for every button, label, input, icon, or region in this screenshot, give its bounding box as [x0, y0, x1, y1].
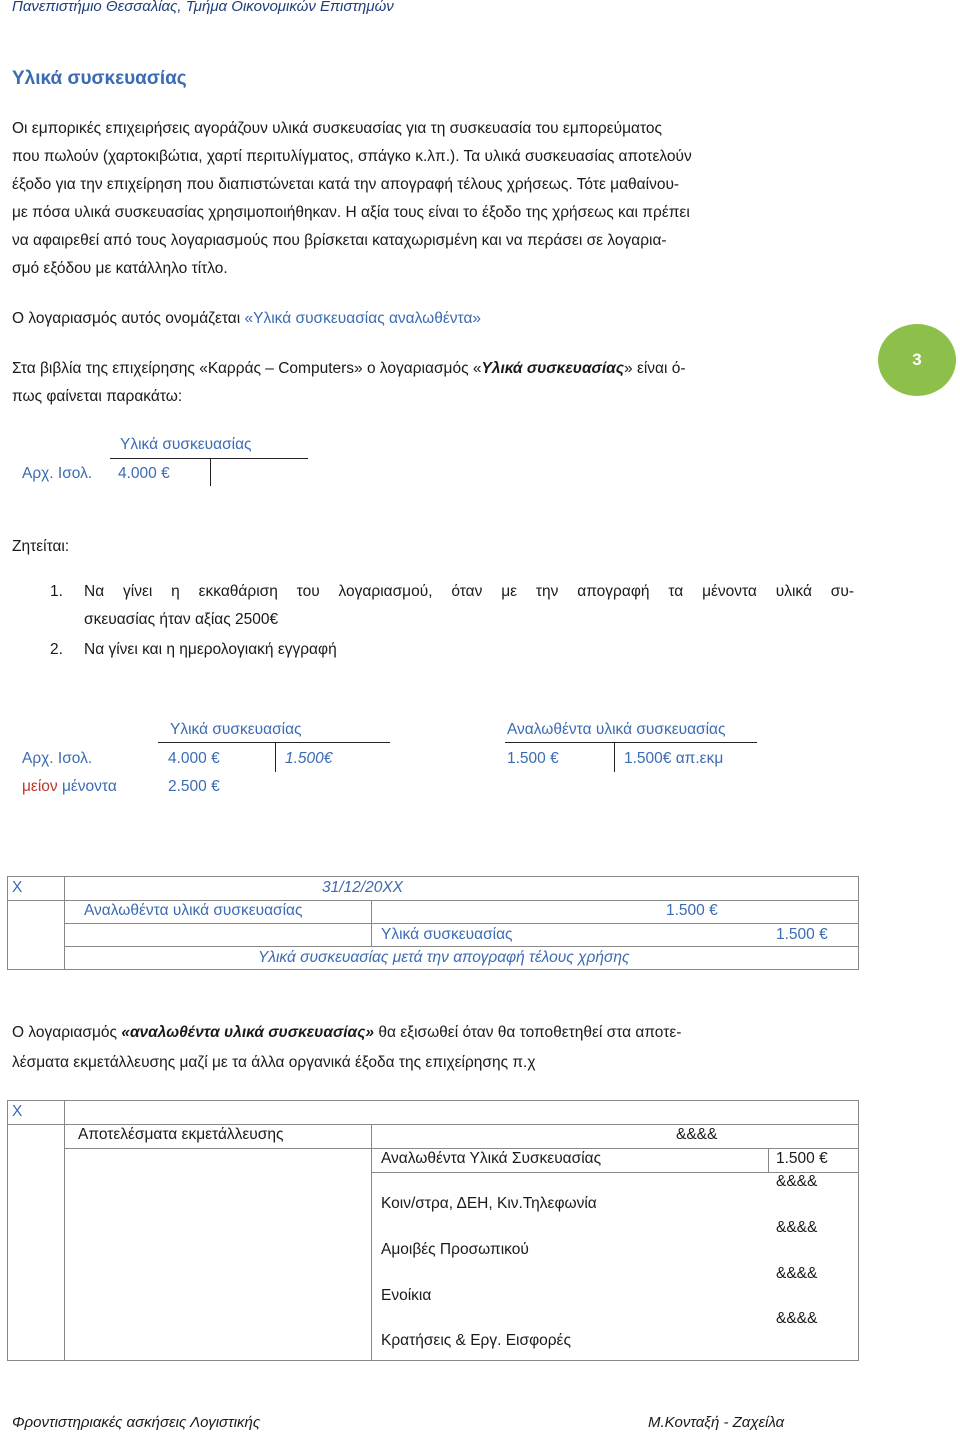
journal-2-debit-account: Αποτελέσματα εκμετάλλευσης — [78, 1126, 284, 1143]
journal-2-credit-account: Κρατήσεις & Εργ. Εισφορές — [381, 1332, 571, 1349]
journal-2-date-cell — [64, 1100, 859, 1125]
books-paragraph — [12, 355, 686, 411]
t-account-1-title: Υλικά συσκευασίας — [120, 436, 252, 453]
t-account-left-divider — [275, 742, 276, 772]
journal-1-credit-blank-cell — [64, 923, 372, 947]
books-line-bold: Υλικά συσκευασίας — [481, 360, 625, 377]
journal-2-credit-account: Ενοίκια — [381, 1287, 432, 1304]
journal-1-credit-account: Υλικά συσκευασίας — [381, 926, 513, 943]
closing-suffix: θα εξισωθεί όταν θα τοποθετηθεί στα αποτε- — [374, 1024, 682, 1041]
t-account-1-debit: 4.000 € — [118, 465, 170, 482]
t-account-right-title: Αναλωθέντα υλικά συσκευασίας — [507, 721, 726, 738]
t-account-left-credit: 1.500€ — [285, 750, 333, 767]
account-name-line — [12, 310, 481, 328]
closing-paragraph — [12, 1018, 681, 1078]
journal-2-credit-amount: &&&& — [776, 1265, 818, 1282]
page-header: Πανεπιστήμιο Θεσσαλίας, Τμήμα Οικονομικών Επιστημών — [12, 0, 394, 15]
journal-2-credit-amount: &&&& — [776, 1173, 818, 1190]
books-line-2: πως φαίνεται παρακάτω: — [12, 388, 183, 405]
intro-line: Οι εμπορικές επιχειρήσεις αγοράζουν υλικά συσκευασίας για τη συσκευασία του εμπορεύματος — [12, 120, 662, 137]
journal-1-date-cell — [64, 876, 859, 901]
account-name-prefix: Ο λογαριασμός αυτός ονομάζεται — [12, 310, 245, 327]
journal-2-credit-amount: 1.500 € — [776, 1150, 828, 1167]
footer-left: Φροντιστηριακές ασκήσεις Λογιστικής — [12, 1414, 261, 1431]
intro-line: που πωλούν (χαρτοκιβώτια, χαρτί περιτυλίγματος, σπάγκο κ.λπ.). Τα υλικά συσκευασίας αποτελούν — [12, 148, 692, 165]
t-account-left-debit: 4.000 € — [168, 750, 220, 767]
intro-line: σμό εξόδου με κατάλληλο τίτλο. — [12, 260, 228, 277]
journal-1-marker: X — [12, 879, 23, 896]
journal-1-debit-account: Αναλωθέντα υλικά συσκευασίας — [84, 902, 303, 919]
journal-1-date: 31/12/20XX — [322, 879, 404, 896]
journal-2-credit-account: Κοιν/στρα, ΔΕΗ, Κιν.Τηλεφωνία — [381, 1195, 597, 1212]
remaining-label-minus: μείον — [22, 778, 58, 795]
remaining-label-text: μένοντα — [61, 778, 117, 795]
task-number-1: 1. — [50, 583, 63, 600]
t-account-1-row-label: Αρχ. Ισολ. — [22, 465, 93, 482]
intro-paragraph — [12, 115, 692, 283]
journal-2-credit-blank-cell — [64, 1148, 372, 1361]
t-account-right-debit: 1.500 € — [507, 750, 559, 767]
intro-line: να αφαιρεθεί από τους λογαριασμούς που βρίσκεται καταχωρισμένη και να περάσει σε λογαρια- — [12, 232, 667, 249]
closing-prefix: Ο λογαριασμός — [12, 1024, 122, 1041]
journal-2-credit-account: Αναλωθέντα Υλικά Συσκευασίας — [381, 1150, 602, 1167]
journal-2-credit-account: Αμοιβές Προσωπικού — [381, 1241, 529, 1258]
footer-right: Μ.Κονταξή - Ζαχείλα — [648, 1414, 785, 1431]
remaining-value: 2.500 € — [168, 778, 220, 795]
t-account-right-divider — [614, 742, 615, 772]
page-number-badge: 3 — [878, 324, 956, 396]
closing-bold: «αναλωθέντα υλικά συσκευασίας» — [121, 1024, 375, 1041]
closing-line-2: λέσματα εκμετάλλευσης μαζί με τα άλλα οργανικά έξοδα της επιχείρησης π.χ — [12, 1054, 536, 1071]
journal-2-marker: X — [12, 1103, 23, 1120]
t-account-right-credit: 1.500€ απ.εκμ — [624, 750, 724, 767]
task-label: Ζητείται: — [12, 538, 70, 555]
books-line-prefix: Στα βιβλία της επιχείρησης «Καρράς – Computers» ο λογαριασμός « — [12, 360, 482, 377]
t-account-left-topline — [158, 742, 390, 743]
t-account-left-title: Υλικά συσκευασίας — [170, 721, 302, 738]
journal-2-debit-amount: &&&& — [676, 1126, 718, 1143]
task-2-line-1: Να γίνει και η ημερολογιακή εγγραφή — [84, 641, 337, 658]
journal-2-debit-amount-cell — [371, 1124, 859, 1149]
books-line-suffix: » είναι ό- — [624, 360, 686, 377]
section-title: Υλικά συσκευασίας — [12, 68, 187, 89]
remaining-label — [22, 778, 117, 796]
t-account-2-row-label: Αρχ. Ισολ. — [22, 750, 93, 767]
t-account-1-topline — [110, 458, 308, 459]
journal-1-debit-amount-cell — [371, 900, 859, 924]
account-name: «Υλικά συσκευασίας αναλωθέντα» — [244, 310, 482, 327]
t-account-1-divider — [210, 458, 211, 486]
intro-line: έξοδο για την επιχείρηση που διαπιστώνεται κατά την απογραφή τέλους χρήσεως. Τότε μαθαίνου- — [12, 176, 680, 193]
intro-line: με πόσα υλικά συσκευασίας χρησιμοποιήθηκαν. Η αξία τους είναι το έξοδο της χρήσεως και πρέπει — [12, 204, 690, 221]
journal-2-credit-amount: &&&& — [776, 1219, 818, 1236]
t-account-right-topline — [505, 742, 757, 743]
journal-2-left-cell — [7, 1124, 65, 1361]
journal-1-credit-amount: 1.500 € — [776, 926, 828, 943]
journal-2-credit-amount: &&&& — [776, 1310, 818, 1327]
task-1-line-1: Να γίνει η εκκαθάριση του λογαριασμού, όταν με την απογραφή τα μένοντα υλικά συ- — [84, 583, 854, 600]
journal-1-debit-amount: 1.500 € — [666, 902, 718, 919]
task-1-line-2: σκευασίας ήταν αξίας 2500€ — [84, 611, 279, 628]
journal-1-description: Υλικά συσκευασίας μετά την απογραφή τέλους χρήσης — [258, 949, 630, 966]
task-number-2: 2. — [50, 641, 63, 658]
journal-1-left-cell — [7, 900, 65, 970]
